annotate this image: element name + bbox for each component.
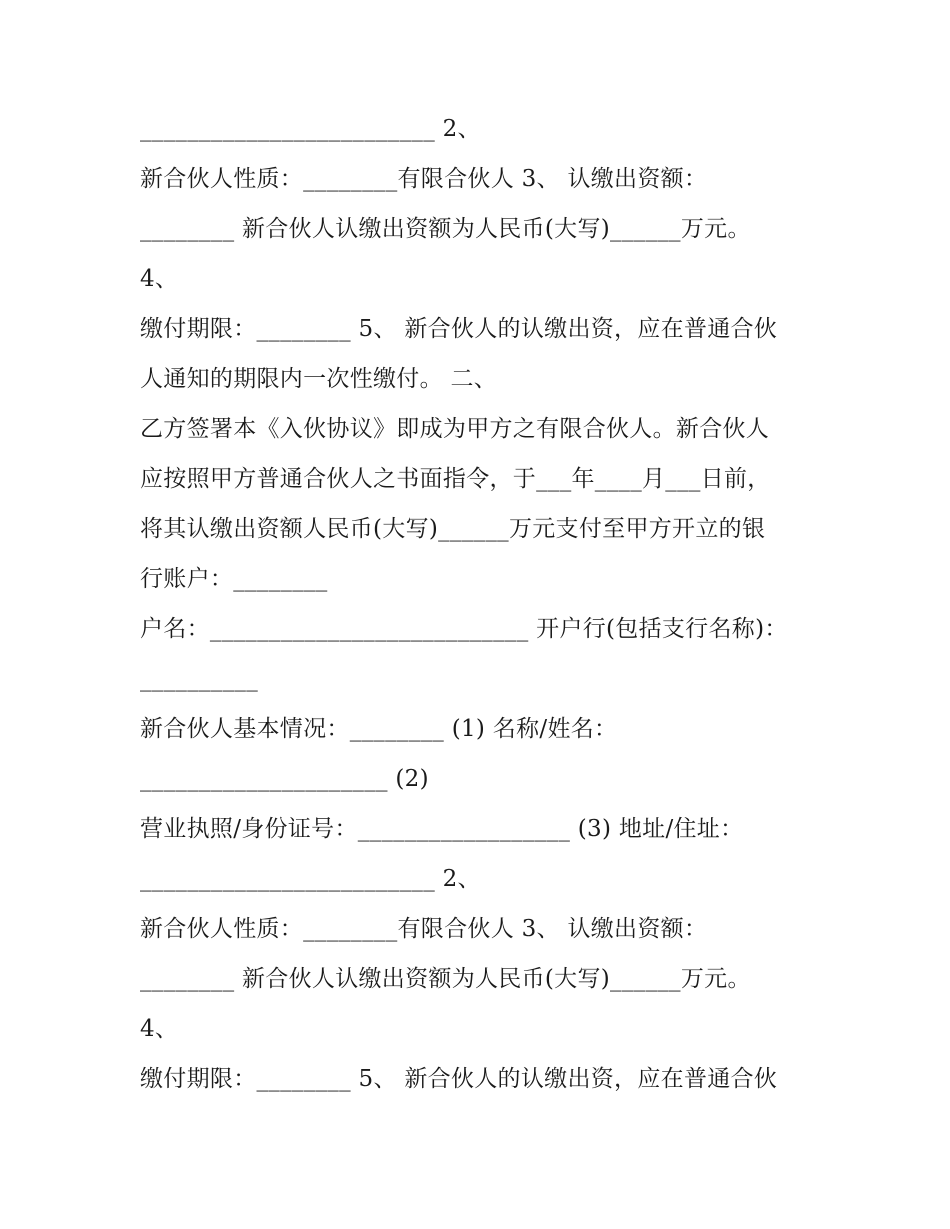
text-line: _________________________ 2、 bbox=[140, 116, 481, 142]
text-line: 应按照甲方普通合伙人之书面指令，于___年____月___日前， bbox=[140, 466, 771, 492]
text-line: 乙方签署本《入伙协议》即成为甲方之有限合伙人。新合伙人 bbox=[140, 416, 770, 442]
text-line: 新合伙人基本情况：________ (1) 名称/姓名： bbox=[140, 716, 618, 742]
text-line: 4、 bbox=[140, 1016, 179, 1042]
text-line: 人通知的期限内一次性缴付。 二、 bbox=[140, 366, 498, 392]
text-line: 营业执照/身份证号：__________________ (3) 地址/住址： bbox=[140, 816, 744, 842]
text-line: _________________________ 2、 bbox=[140, 866, 481, 892]
document-page bbox=[140, 104, 820, 1104]
text-line: ________ 新合伙人认缴出资额为人民币(大写)______万元。 bbox=[140, 216, 751, 242]
text-line: 缴付期限：________ 5、 新合伙人的认缴出资，应在普通合伙 bbox=[140, 316, 778, 342]
text-line: 新合伙人性质：________有限合伙人 3、 认缴出资额： bbox=[140, 166, 708, 192]
text-line: 行账户：________ bbox=[140, 566, 328, 592]
text-line: __________ bbox=[140, 666, 258, 692]
text-line: ________ 新合伙人认缴出资额为人民币(大写)______万元。 bbox=[140, 966, 751, 992]
text-line: 4、 bbox=[140, 266, 179, 292]
text-line: 缴付期限：________ 5、 新合伙人的认缴出资，应在普通合伙 bbox=[140, 1066, 778, 1092]
text-line: _____________________ (2) bbox=[140, 766, 429, 792]
text-line: 将其认缴出资额人民币(大写)______万元支付至甲方开立的银 bbox=[140, 516, 766, 542]
text-line: 新合伙人性质：________有限合伙人 3、 认缴出资额： bbox=[140, 916, 708, 942]
text-line: 户名：___________________________ 开户行(包括支行名称)： bbox=[140, 616, 788, 642]
